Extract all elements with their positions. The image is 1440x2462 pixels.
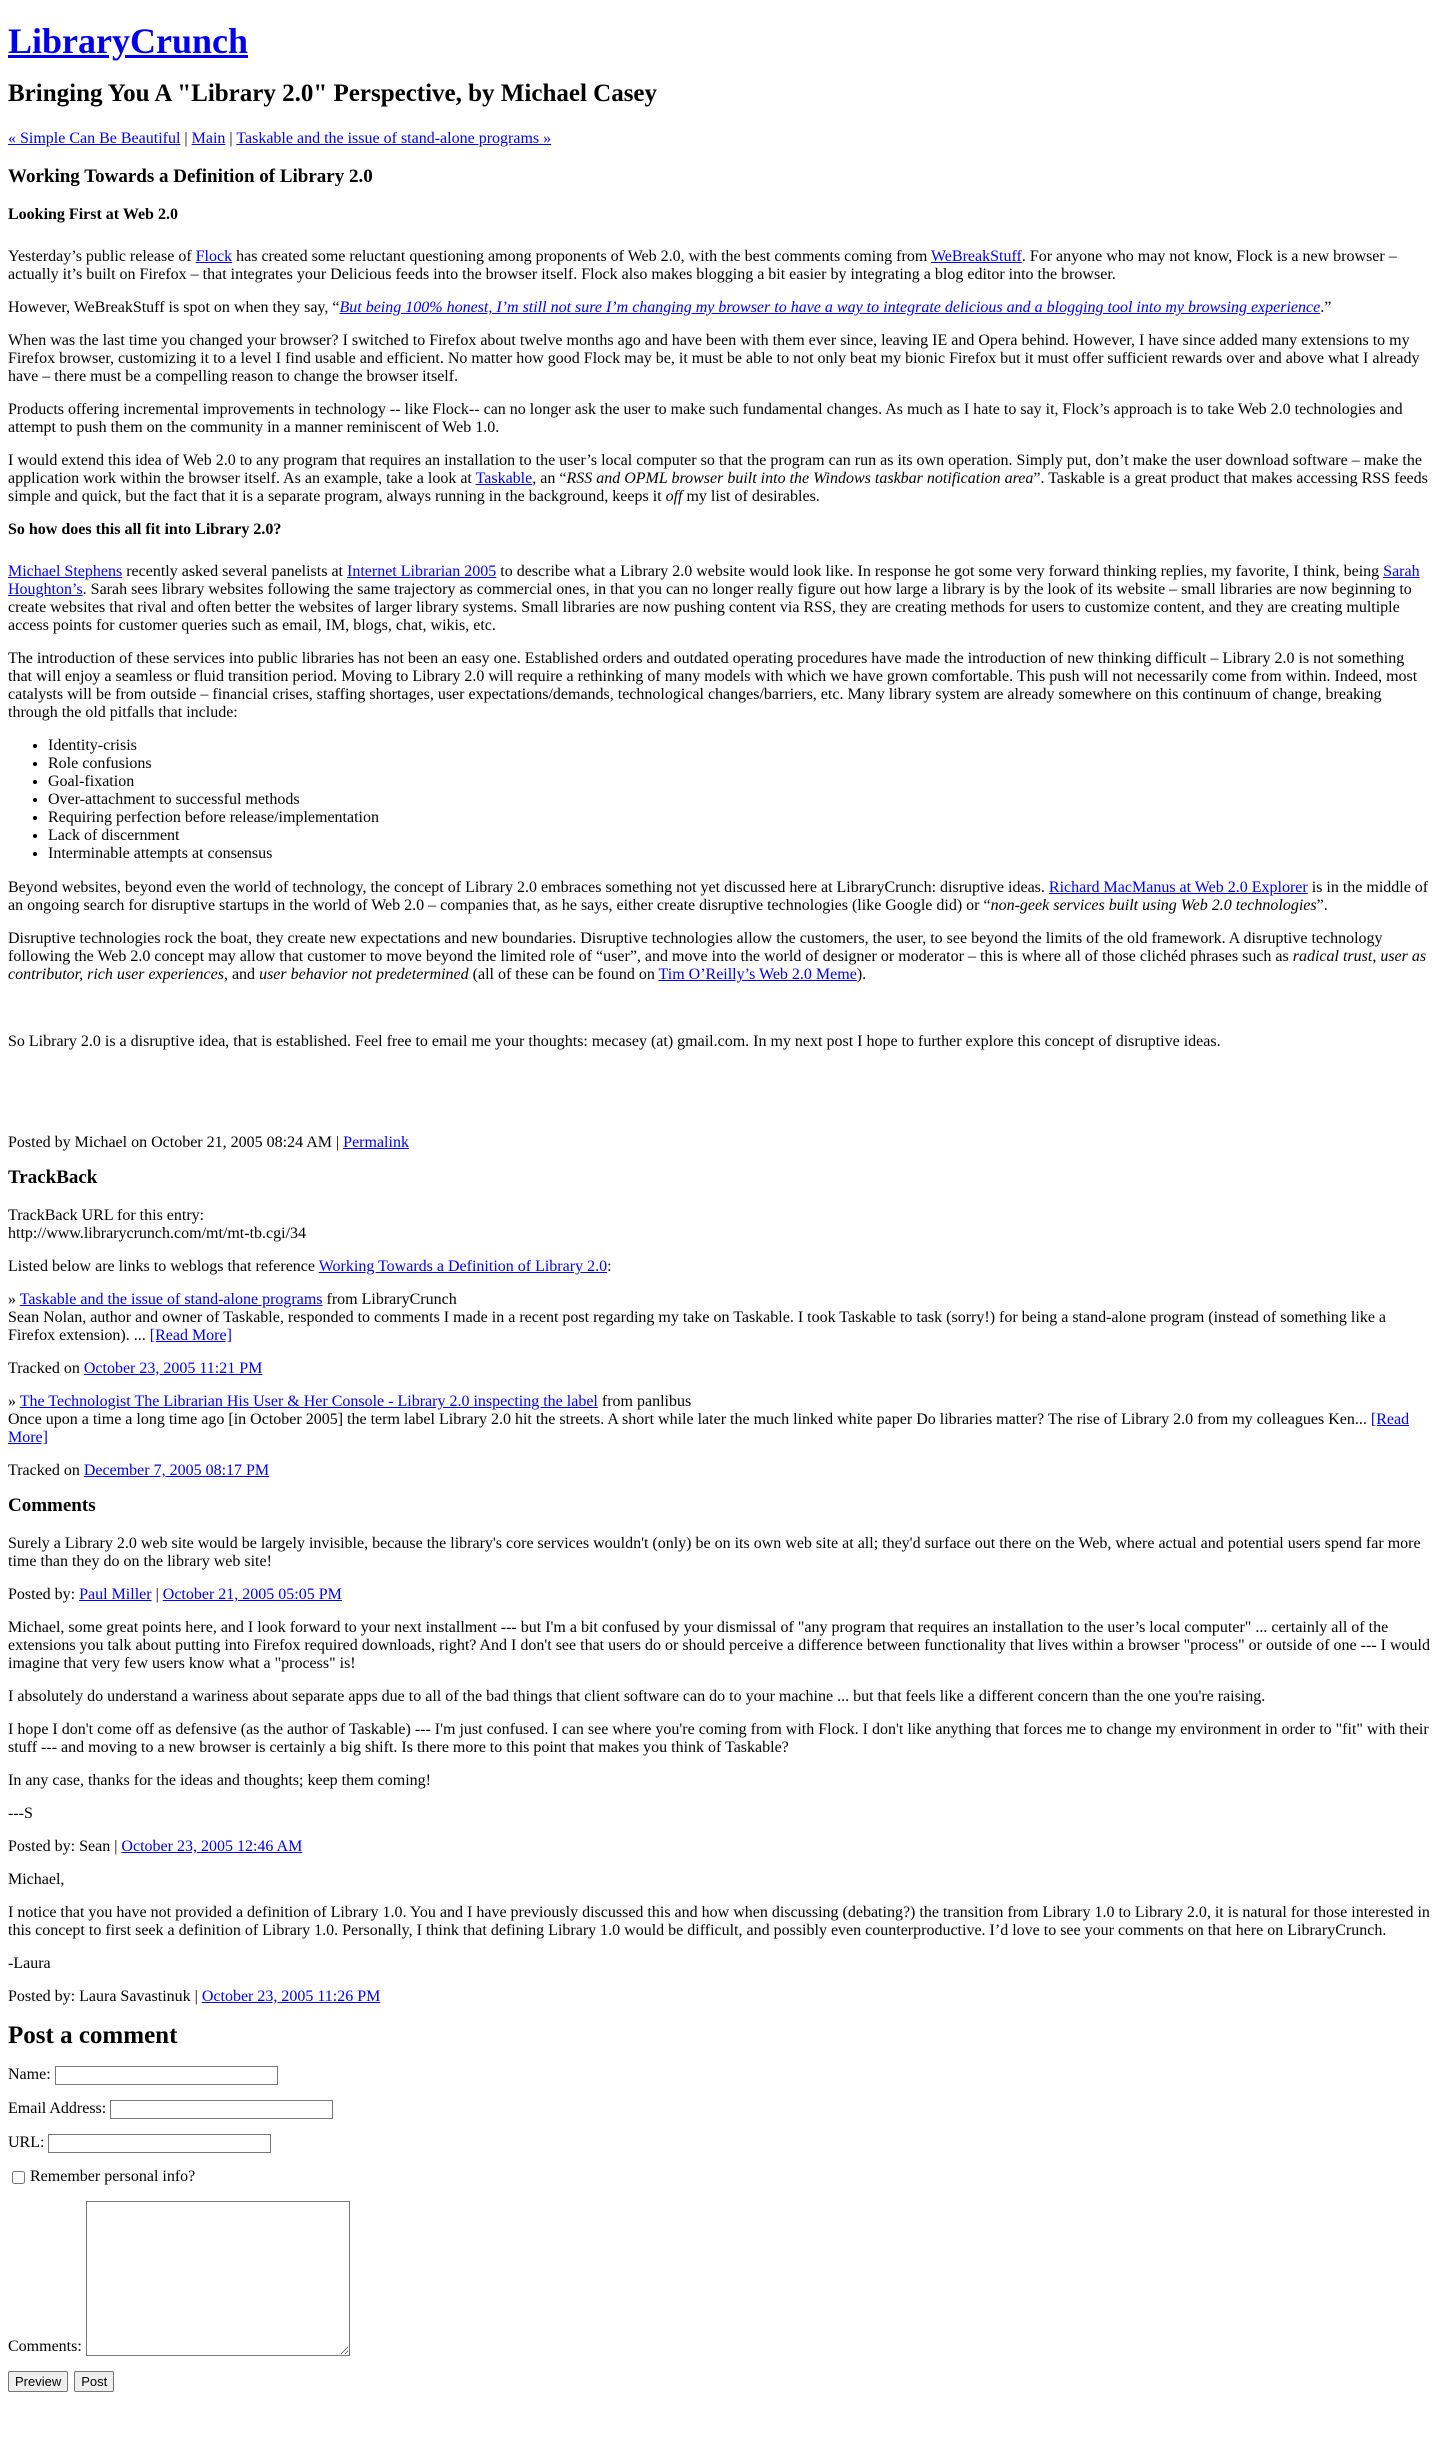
comment-text: Michael, xyxy=(8,1871,65,1888)
trackback-title-link[interactable]: The Technologist The Librarian His User & Her Console - Library 2.0 inspecting the label xyxy=(19,1393,598,1410)
list-item: • Interminable attempts at consensus xyxy=(48,845,1432,863)
post-footer: Posted by Michael on October 21, 2005 08:24 AM | Permalink xyxy=(8,1134,409,1151)
remember-checkbox[interactable] xyxy=(12,2171,25,2184)
post-button[interactable]: Post xyxy=(74,2371,114,2392)
main-link[interactable]: Main xyxy=(191,130,226,147)
post-paragraph: I would extend this idea of Web 2.0 to any program that requires an installation to the user’s local computer so that the program can run as its own operation. Simply put, don’t make the user download software – make the application work within the browser itself. As an example, take a look at Taskable, an “RSS and OPML browser built into the Windows taskbar notification area”. Taskable is a great product that makes accessing RSS feeds simple and quick, but the fact that it is a separate program, always running in the background, keeps it off my list of desirables. xyxy=(8,452,1428,505)
email-row xyxy=(8,2100,1432,2119)
remember-label: Remember personal info? xyxy=(30,2168,196,2185)
prev-post-link[interactable]: « Simple Can Be Beautiful xyxy=(8,130,181,147)
oreilly-meme-link[interactable]: Tim O’Reilly’s Web 2.0 Meme xyxy=(658,966,857,983)
name-row xyxy=(8,2066,1432,2085)
trackback-tracked: Tracked on October 23, 2005 11:21 PM xyxy=(8,1360,263,1377)
comment-footer: Posted by: Laura Savastinuk | October 23, 2005 11:26 PM xyxy=(8,1988,381,2005)
post-comment-heading: Post a comment xyxy=(8,2022,178,2049)
comments-row xyxy=(8,2201,1432,2356)
post-paragraph: Disruptive technologies rock the boat, they create new expectations and new boundaries. Disruptive technologies allow the customers, the user, to see beyond the limits of the old framework. A disruptive technology following the Web 2.0 concept may allow that customer to move beyond the limited role of “user”, and move into the world of designer or moderator – this is where all of those clichéd phrases such as radical trust, user as contributor, rich user experiences, and user behavior not predetermined (all of these can be found on Tim O’Reilly’s Web 2.0 Meme). xyxy=(8,930,1427,983)
flock-link[interactable]: Flock xyxy=(195,248,233,265)
comment-text: Michael, some great points here, and I look forward to your next installment --- but I'm a bit confused by your dismissal of "any program that requires an installation to the user’s local computer" ... certainly all of the extensions you talk about putting into Firefox required downloads, right? And I don't see that users do or should perceive a difference between functionality that lives within a browser "process" or outside of one --- I would imagine that very few users know what a "process" is! xyxy=(8,1619,1430,1672)
comments-heading: Comments xyxy=(8,1495,96,1516)
trackback-title-link[interactable]: Taskable and the issue of stand-alone programs xyxy=(19,1291,323,1308)
comments-label: Comments: xyxy=(8,2338,82,2355)
read-more-link[interactable]: [Read More] xyxy=(8,1411,1410,1446)
comment-author-link[interactable]: Paul Miller xyxy=(79,1586,152,1603)
comment-text: I hope I don't come off as defensive (as the author of Taskable) --- I'm just confused. I can see where you're coming from with Flock. I don't like anything that forces me to change my environment in order to "fit" with their stuff --- and moving to a new browser is certainly a big shift. Is there more to this point that makes you think of Taskable? xyxy=(8,1721,1429,1756)
comment-footer: Posted by: Paul Miller | October 21, 2005 05:05 PM xyxy=(8,1586,342,1603)
internet-librarian-link[interactable]: Internet Librarian 2005 xyxy=(347,563,497,580)
tracked-date-link[interactable]: October 23, 2005 11:21 PM xyxy=(83,1360,263,1377)
tracked-date-link[interactable]: December 7, 2005 08:17 PM xyxy=(83,1462,270,1479)
post-subheading: Looking First at Web 2.0 xyxy=(8,206,178,223)
comment-text: In any case, thanks for the ideas and thoughts; keep them coming! xyxy=(8,1772,431,1789)
comment-text: ---S xyxy=(8,1805,33,1822)
comment-text: I notice that you have not provided a definition of Library 1.0. You and I have previously discussed this and how when discussing (debating?) the transition from Library 1.0 to Library 2.0, it is natural for those interested in this concept to first seek a definition of Library 1.0. Personally, I think that defining Library 1.0 would be difficult, and possibly even counterproductive. I’d love to see your comments on that here on LibraryCrunch. xyxy=(8,1904,1430,1939)
trackback-item: » The Technologist The Librarian His User & Her Console - Library 2.0 inspecting the label from panlibus Once upon a time a long time ago [in October 2005] the term label Library 2.0 hit the streets. A short while later the much linked white paper Do libraries matter? The rise of Library 2.0 from my colleagues Ken... [Read More] xyxy=(8,1393,1410,1446)
nav-separator: | xyxy=(225,130,237,147)
url-row xyxy=(8,2134,1432,2153)
post-paragraph: Michael Stephens recently asked several panelists at Internet Librarian 2005 to describe what a Library 2.0 website would look like. In response he got some very forward thinking replies, my favorite, I think, being Sarah Houghton’s. Sarah sees library websites following the same trajectory as commercial ones, in that you can no longer really figure out how large a library is by the look of its website – small libraries are now beginning to create websites that rival and often better the websites of larger library systems. Small libraries are now pushing content via RSS, they are creating methods for users to customize content, and they are creating multiple access points for customer queries such as email, IM, blogs, chat, wikis, etc. xyxy=(8,563,1420,634)
trackback-heading: TrackBack xyxy=(8,1167,98,1188)
trackback-url: http://www.librarycrunch.com/mt/mt-tb.cgi/34 xyxy=(8,1225,307,1242)
list-item: • Role confusions xyxy=(48,755,1432,773)
trackback-listed: Listed below are links to weblogs that reference Working Towards a Definition of Library 2.0: xyxy=(8,1258,612,1275)
list-item: • Over-attachment to successful methods xyxy=(48,791,1432,809)
comment-date-link[interactable]: October 21, 2005 05:05 PM xyxy=(162,1586,342,1603)
trackback-url-block: TrackBack URL for this entry: http://www.librarycrunch.com/mt/mt-tb.cgi/34 xyxy=(8,1207,307,1242)
name-label: Name: xyxy=(8,2066,51,2084)
post-paragraph: However, WeBreakStuff is spot on when they say, “But being 100% honest, I’m still not sure I’m changing my browser to have a way to integrate delicious and a blogging tool into my browsing experience.” xyxy=(8,299,1332,316)
post-paragraph: Products offering incremental improvements in technology -- like Flock-- can no longer ask the user to make such fundamental changes. As much as I hate to say it, Flock’s approach is to take Web 2.0 technologies and attempt to push them on the community in a manner reminiscent of Web 1.0. xyxy=(8,401,1403,436)
url-label: URL: xyxy=(8,2134,45,2152)
post-paragraph: The introduction of these services into public libraries has not been an easy one. Established orders and outdated operating procedures have made the introduction of new thinking difficult – Library 2.0 is not something that will enjoy a seamless or fluid transition period. Moving to Library 2.0 will require a rethinking of many models with which we have grown comfortable. This push will not necessarily come from within. Indeed, most catalysts will be from outside – financial crises, staffing shortages, user expectations/demands, technological changes/barriers, etc. Many library system are already somewhere on this continuum of change, breaking through the old pitfalls that include: xyxy=(8,650,1418,721)
entry-link[interactable]: Working Towards a Definition of Library 2.0 xyxy=(318,1258,608,1275)
name-field[interactable] xyxy=(55,2066,278,2085)
read-more-link[interactable]: [Read More] xyxy=(149,1327,232,1344)
nav-separator: | xyxy=(180,130,192,147)
comment-footer: Posted by: Sean | October 23, 2005 12:46 AM xyxy=(8,1838,303,1855)
taskable-link[interactable]: Taskable xyxy=(475,470,533,487)
comment-text: I absolutely do understand a wariness about separate apps due to all of the bad things that client software can do to your machine ... but that feels like a different concern than the one you're raising. xyxy=(8,1688,1266,1705)
pitfalls-list xyxy=(8,737,1432,863)
post-navigation xyxy=(8,130,1432,148)
permalink-link[interactable]: Permalink xyxy=(343,1134,409,1151)
preview-button[interactable]: Preview xyxy=(8,2371,68,2392)
list-item: • Identity-crisis xyxy=(48,737,1432,755)
trackback-tracked: Tracked on December 7, 2005 08:17 PM xyxy=(8,1462,270,1479)
michael-stephens-link[interactable]: Michael Stephens xyxy=(8,563,123,580)
comment-date-link[interactable]: October 23, 2005 12:46 AM xyxy=(121,1838,303,1855)
site-title-link[interactable]: LibraryCrunch xyxy=(8,21,249,61)
post-paragraph: Beyond websites, beyond even the world of technology, the concept of Library 2.0 embraces something not yet discussed here at LibraryCrunch: disruptive ideas. Richard MacManus at Web 2.0 Explorer is in the middle of an ongoing search for disruptive startups in the world of Web 2.0 – companies that, as he says, either create disruptive technologies (like Google did) or “non-geek services built using Web 2.0 technologies”. xyxy=(8,879,1429,914)
list-item: • Requiring perfection before release/implementation xyxy=(48,809,1432,827)
comments-textarea[interactable] xyxy=(86,2201,350,2356)
post-paragraph: When was the last time you changed your browser? I switched to Firefox about twelve months ago and have been with them ever since, leaving IE and Opera behind. However, I have since added many extensions to my Firefox browser, customizing it to a level I find usable and efficient. No matter how good Flock may be, it must be able to not only beat my bionic Firefox but it must offer sufficient rewards over and above what I already have – there must be a compelling reason to change the browser itself. xyxy=(8,332,1420,385)
webreakstuff-link[interactable]: WeBreakStuff xyxy=(930,248,1022,265)
site-title xyxy=(8,21,1432,61)
comment-text: -Laura xyxy=(8,1955,51,1972)
post-paragraph: So Library 2.0 is a disruptive idea, that is established. Feel free to email me your thoughts: mecasey (at) gmail.com. In my next post I hope to further explore this concept of disruptive ideas. xyxy=(8,1033,1221,1050)
comment-text: Surely a Library 2.0 web site would be largely invisible, because the library's core services wouldn't (only) be on its own web site at all; they'd surface out there on the Web, where actual and potential users spend far more time than they do on the library web site! xyxy=(8,1535,1421,1570)
url-field[interactable] xyxy=(48,2134,271,2153)
sarah-houghton-link[interactable]: Sarah Houghton’s xyxy=(8,563,1420,598)
site-tagline: Bringing You A "Library 2.0" Perspective, by Michael Casey xyxy=(8,80,658,107)
form-buttons xyxy=(8,2371,1432,2392)
next-post-link[interactable]: Taskable and the issue of stand-alone programs » xyxy=(236,130,552,147)
post-paragraph: Yesterday’s public release of Flock has created some reluctant questioning among proponents of Web 2.0, with the best comments coming from WeBreakStuff. For anyone who may not know, Flock is a new browser – actually it’s built on Firefox – that integrates your Delicious feeds into the browser itself. Flock also makes blogging a bit easier by integrating a blog editor into the browser. xyxy=(8,248,1397,283)
quote-link[interactable]: But being 100% honest, I’m still not sure I’m changing my browser to have a way to integrate delicious and a blogging tool into my browsing experience xyxy=(339,299,1321,316)
trackback-item: » Taskable and the issue of stand-alone programs from LibraryCrunch Sean Nolan, author and owner of Taskable, responded to comments I made in a recent post regarding my take on Taskable. I took Taskable to task (sorry!) for being a stand-alone program (instead of something like a Firefox extension). ... [Read More] xyxy=(8,1291,1387,1344)
macmanus-link[interactable]: Richard MacManus at Web 2.0 Explorer xyxy=(1048,879,1308,896)
comment-date-link[interactable]: October 23, 2005 11:26 PM xyxy=(201,1988,381,2005)
post-title: Working Towards a Definition of Library 2.0 xyxy=(8,166,373,187)
remember-row xyxy=(8,2168,1432,2186)
list-item: • Lack of discernment xyxy=(48,827,1432,845)
email-label: Email Address: xyxy=(8,2100,107,2118)
email-field[interactable] xyxy=(110,2100,333,2119)
list-item: • Goal-fixation xyxy=(48,773,1432,791)
post-subheading: So how does this all fit into Library 2.0? xyxy=(8,521,282,538)
spacer xyxy=(8,999,1432,1033)
spacer xyxy=(8,1066,1432,1134)
